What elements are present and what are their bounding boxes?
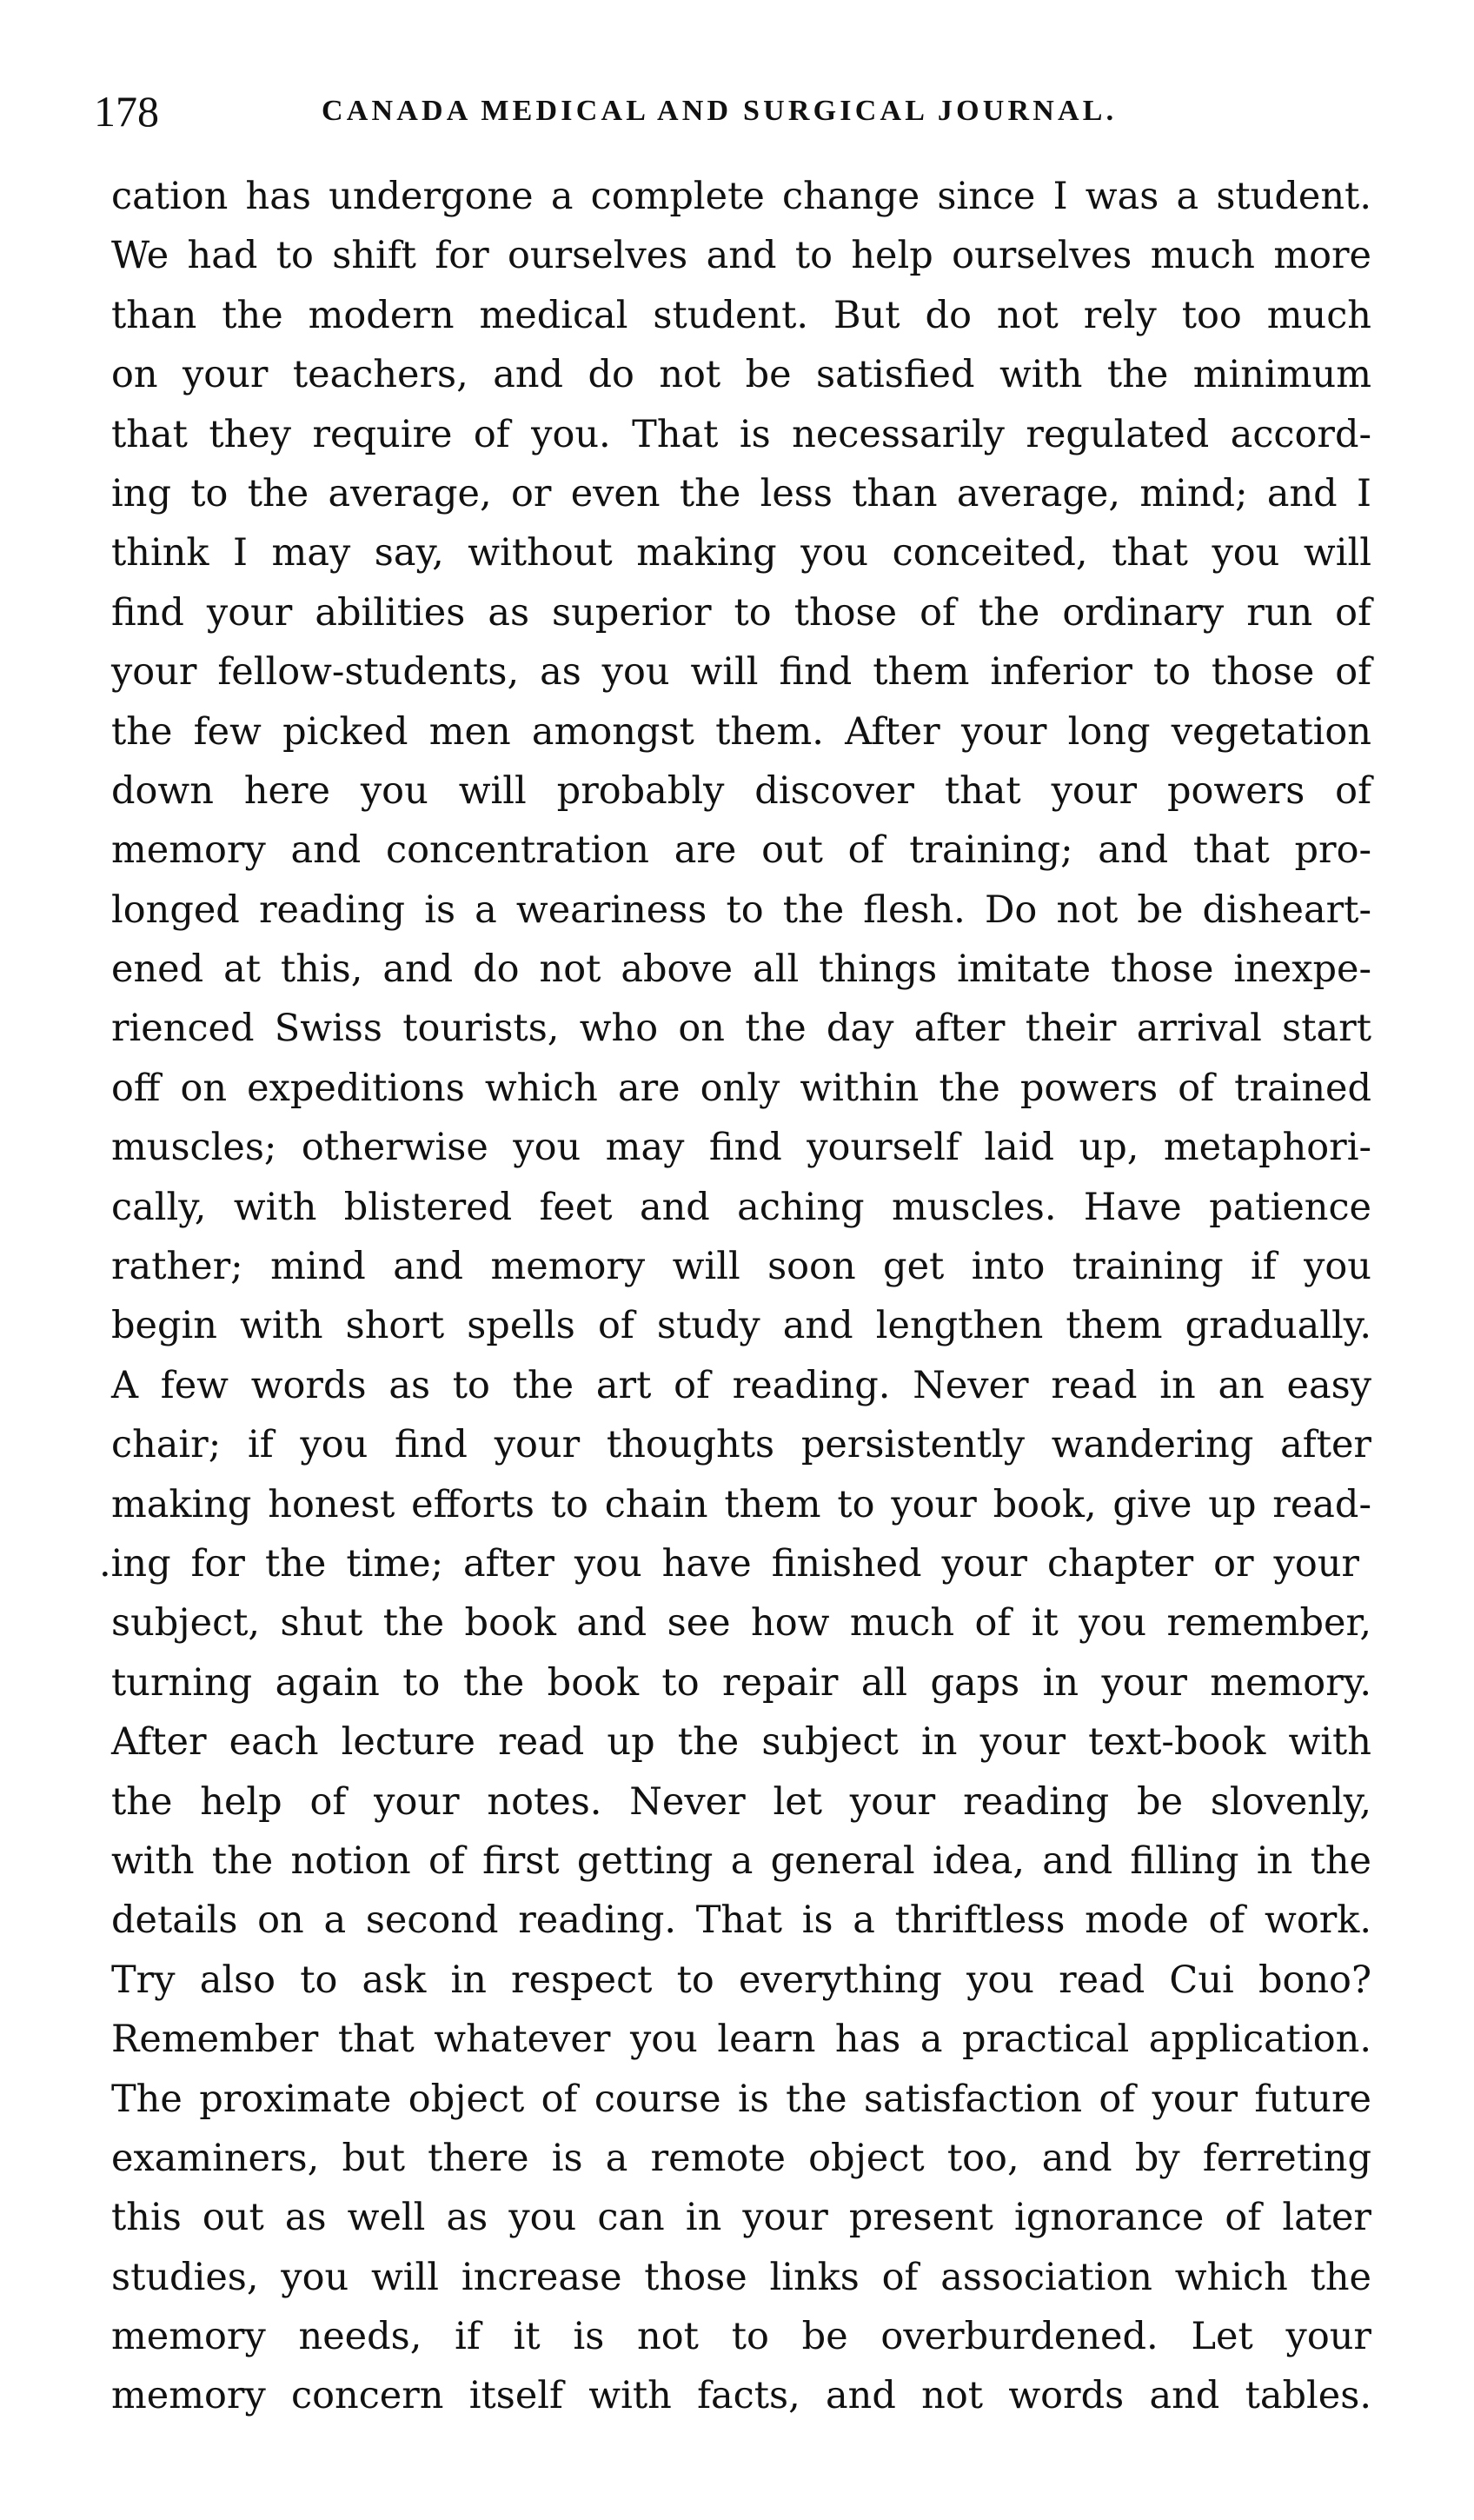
text-line: memory concern itself with facts, and not words and tables. bbox=[111, 2374, 1371, 2418]
text-line: than the modern medical student. But do not rely too much bbox=[111, 293, 1371, 337]
text-line: your fellow-students, as you will find them inferior to those of bbox=[111, 650, 1371, 695]
running-head bbox=[94, 85, 1398, 137]
text-line: Remember that whatever you learn has a practical application. bbox=[111, 2018, 1371, 2062]
text-line: that they require of you. That is necessarily regulated accord- bbox=[111, 412, 1371, 456]
text-line: memory and concentration are out of training; and that pro- bbox=[111, 828, 1371, 873]
text-line: studies, you will increase those links of association which the bbox=[111, 2255, 1371, 2299]
text-line: rather; mind and memory will soon get into training if you bbox=[111, 1245, 1371, 1289]
text-line: the help of your notes. Never let your reading be slovenly, bbox=[111, 1779, 1371, 1824]
text-line: We had to shift for ourselves and to help ourselves much more bbox=[111, 234, 1371, 278]
text-line: chair; if you find your thoughts persistently wandering after bbox=[111, 1423, 1371, 1467]
text-line: think I may say, without making you conceited, that you will bbox=[111, 531, 1371, 575]
text-line: making honest efforts to chain them to your book, give up read- bbox=[111, 1482, 1371, 1526]
text-line: the few picked men amongst them. After your long vegetation bbox=[111, 709, 1371, 754]
text-line: down here you will probably discover that your powers of bbox=[111, 768, 1371, 813]
text-line: memory needs, if it is not to be overburdened. Let your bbox=[111, 2315, 1371, 2359]
text-line: ing to the average, or even the less than average, mind; and I bbox=[111, 471, 1371, 515]
text-line: After each lecture read up the subject in your text-book with bbox=[111, 1720, 1371, 1765]
text-line: .ing for the time; after you have finished your chapter or your bbox=[99, 1541, 1359, 1586]
text-line: ened at this, and do not above all things imitate those inexpe- bbox=[111, 947, 1371, 992]
text-line: this out as well as you can in your present ignorance of later bbox=[111, 2196, 1371, 2240]
text-line: begin with short spells of study and lengthen them gradually. bbox=[111, 1304, 1371, 1348]
text-line: cally, with blistered feet and aching muscles. Have patience bbox=[111, 1185, 1371, 1229]
text-line: The proximate object of course is the satisfaction of your future bbox=[111, 2077, 1371, 2121]
text-line: examiners, but there is a remote object too, and by ferreting bbox=[111, 2136, 1371, 2180]
text-line: details on a second reading. That is a thriftless mode of work. bbox=[111, 1898, 1371, 1943]
text-line: turning again to the book to repair all gaps in your memory. bbox=[111, 1660, 1371, 1705]
text-line: off on expeditions which are only within the powers of trained bbox=[111, 1066, 1371, 1110]
text-line: longed reading is a weariness to the flesh. Do not be disheart- bbox=[111, 888, 1371, 932]
text-line: Try also to ask in respect to everything you read Cui bono? bbox=[111, 1958, 1371, 2002]
text-line: cation has undergone a complete change since I was a student. bbox=[111, 175, 1371, 218]
text-line: with the notion of first getting a general idea, and filling in the bbox=[111, 1838, 1371, 1883]
text-line: muscles; otherwise you may find yourself laid up, metaphori- bbox=[111, 1126, 1371, 1170]
text-line: on your teachers, and do not be satisfied with the minimum bbox=[111, 353, 1371, 397]
text-line: find your abilities as superior to those of the ordinary run of bbox=[111, 590, 1371, 635]
text-line: subject, shut the book and see how much of it you remember, bbox=[111, 1601, 1371, 1646]
journal-title: CANADA MEDICAL AND SURGICAL JOURNAL. bbox=[322, 95, 1118, 127]
text-line: rienced Swiss tourists, who on the day after their arrival start bbox=[111, 1007, 1371, 1051]
page-number: 178 bbox=[94, 87, 159, 136]
text-line: A few words as to the art of reading. Never read in an easy bbox=[111, 1363, 1371, 1407]
body-text bbox=[99, 167, 1371, 2426]
